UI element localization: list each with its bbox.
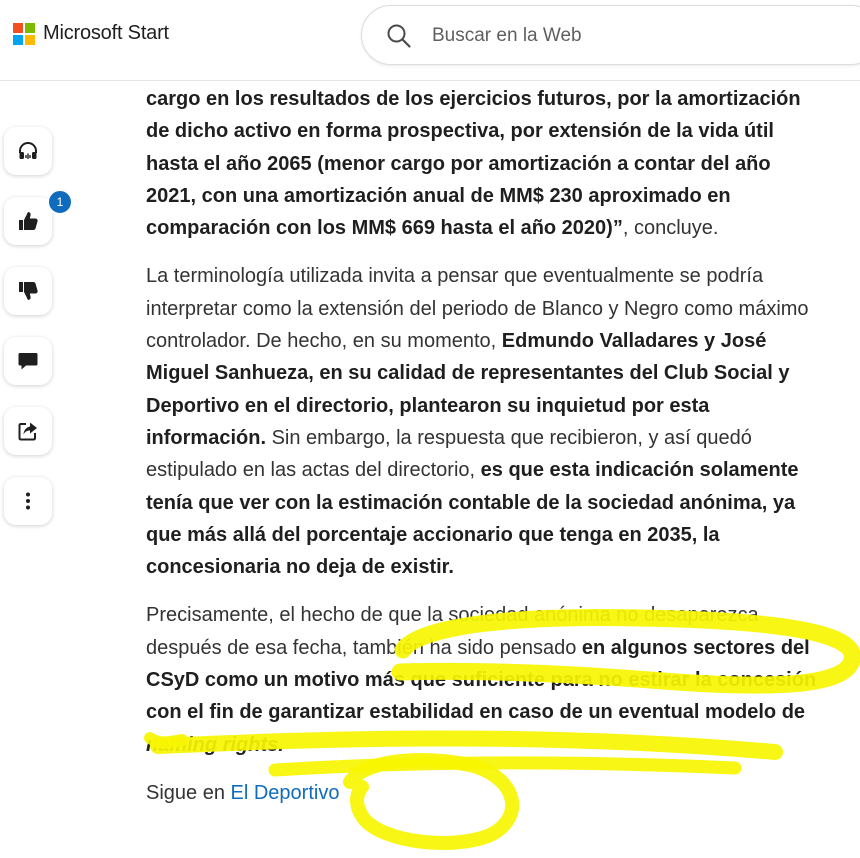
paragraph-3-text: Precisamente, el hecho de que la sociedad anónima no desaparezca después de esa fecha, también ha sido pensado [146, 604, 759, 659]
paragraph-3 [146, 599, 822, 760]
paragraph-3-italic: naming rights. [146, 733, 284, 756]
paragraph-2-text-b: Sin embargo, la respuesta que recibieron, y así quedó estipulado en las actas del directorio, [146, 426, 752, 482]
source-link[interactable]: El Deportivo [230, 781, 340, 804]
article-body [146, 83, 822, 825]
paragraph-2-text-a: La terminología utilizada invita a pensar que eventualmente se podría interpretar como la extensión del periodo de Blanco y Negro como máximo controlador. De hecho, en su momento, [146, 265, 809, 353]
search-input[interactable] [432, 22, 852, 50]
thumbs-down-icon [17, 280, 39, 302]
more-options-button[interactable] [4, 477, 52, 525]
search-box[interactable] [361, 5, 860, 65]
source-prefix: Sigue en [146, 781, 231, 804]
headphones-icon [17, 140, 39, 162]
more-vertical-icon [17, 490, 39, 512]
paragraph-1 [146, 83, 822, 244]
paragraph-2-bold-a: Edmundo Valladares y José Miguel Sanhueza, en su calidad de representantes del Club Social y Deportivo en el directorio, plantearon su inquietud por esta información. [146, 330, 790, 449]
paragraph-1-tail: , concluye. [622, 217, 719, 240]
listen-button[interactable] [4, 127, 52, 175]
like-button[interactable] [4, 195, 64, 245]
search-icon[interactable] [386, 23, 412, 49]
logo-square-yellow [25, 35, 35, 45]
logo-square-blue [13, 35, 23, 45]
quote-bold-text: cargo en los resultados de los ejercicios futuros, por la amortización de dicho activo en forma prospectiva, por extensión de la vida útil hasta el año 2065 (menor cargo por amortización a contar del año 2021, con una amortización anual de MM$ 230 aproximado en comparación con los MM$ 669 hasta el año 2020)” [146, 88, 801, 240]
paragraph-3-bold: en algunos sectores del CSyD como un motivo más que suficiente para no estirar la concesión con el fin de garantizar estabilidad en caso de un eventual modelo de [146, 636, 817, 724]
microsoft-logo-icon [13, 23, 35, 45]
microsoft-start-logo[interactable] [13, 22, 169, 45]
logo-square-green [25, 23, 35, 33]
paragraph-2-bold-b: es que esta indicación solamente tenía que ver con la estimación contable de la sociedad anónima, ya que más allá del porcentaje accionario que tenga en 2035, la concesionaria no deja de existir. [146, 459, 799, 579]
like-count-badge: 1 [47, 189, 73, 215]
dislike-button[interactable] [4, 267, 52, 315]
paragraph-2 [146, 260, 822, 583]
top-bar [0, 0, 860, 81]
comment-icon [17, 350, 39, 372]
share-button[interactable] [4, 407, 52, 455]
source-line [146, 777, 822, 809]
brand-name: Microsoft Start [43, 22, 169, 44]
logo-square-red [13, 23, 23, 33]
thumbs-up-icon [17, 210, 39, 232]
share-icon [17, 420, 39, 442]
comment-button[interactable] [4, 337, 52, 385]
